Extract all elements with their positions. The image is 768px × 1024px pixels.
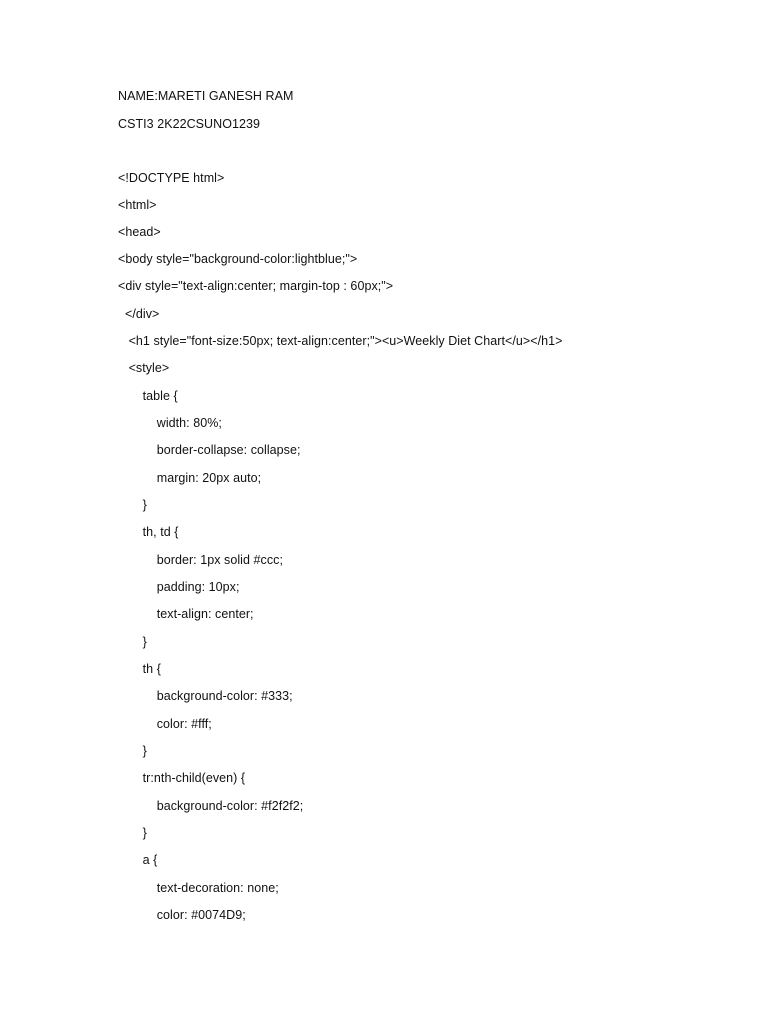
code-line: } xyxy=(118,744,147,758)
student-name: NAME:MARETI GANESH RAM xyxy=(118,89,294,103)
code-line: a { xyxy=(118,853,158,867)
code-line: margin: 20px auto; xyxy=(118,471,262,485)
code-line: } xyxy=(118,826,147,840)
code-line: </div> xyxy=(118,307,160,321)
code-line: <html> xyxy=(118,198,157,212)
code-line: padding: 10px; xyxy=(118,580,240,594)
code-line: text-align: center; xyxy=(118,607,254,621)
code-line: <div style="text-align:center; margin-top : 60px;"> xyxy=(118,279,394,293)
code-line: table { xyxy=(118,389,178,403)
code-line: th { xyxy=(118,662,161,676)
code-line: <!DOCTYPE html> xyxy=(118,171,225,185)
code-line: color: #0074D9; xyxy=(118,908,246,922)
code-line: <h1 style="font-size:50px; text-align:center;"><u>Weekly Diet Chart</u></h1> xyxy=(118,334,563,348)
code-line: <head> xyxy=(118,225,161,239)
code-line: color: #fff; xyxy=(118,717,212,731)
code-line: <style> xyxy=(118,361,170,375)
code-line: width: 80%; xyxy=(118,416,222,430)
code-line: th, td { xyxy=(118,525,179,539)
code-line: background-color: #f2f2f2; xyxy=(118,799,304,813)
code-line: } xyxy=(118,635,147,649)
code-line: border-collapse: collapse; xyxy=(118,443,301,457)
code-line: } xyxy=(118,498,147,512)
student-id: CSTI3 2K22CSUNO1239 xyxy=(118,117,260,131)
code-line: background-color: #333; xyxy=(118,689,293,703)
code-line: <body style="background-color:lightblue;"> xyxy=(118,252,358,266)
code-line: tr:nth-child(even) { xyxy=(118,771,246,785)
code-line: border: 1px solid #ccc; xyxy=(118,553,283,567)
code-line: text-decoration: none; xyxy=(118,881,279,895)
